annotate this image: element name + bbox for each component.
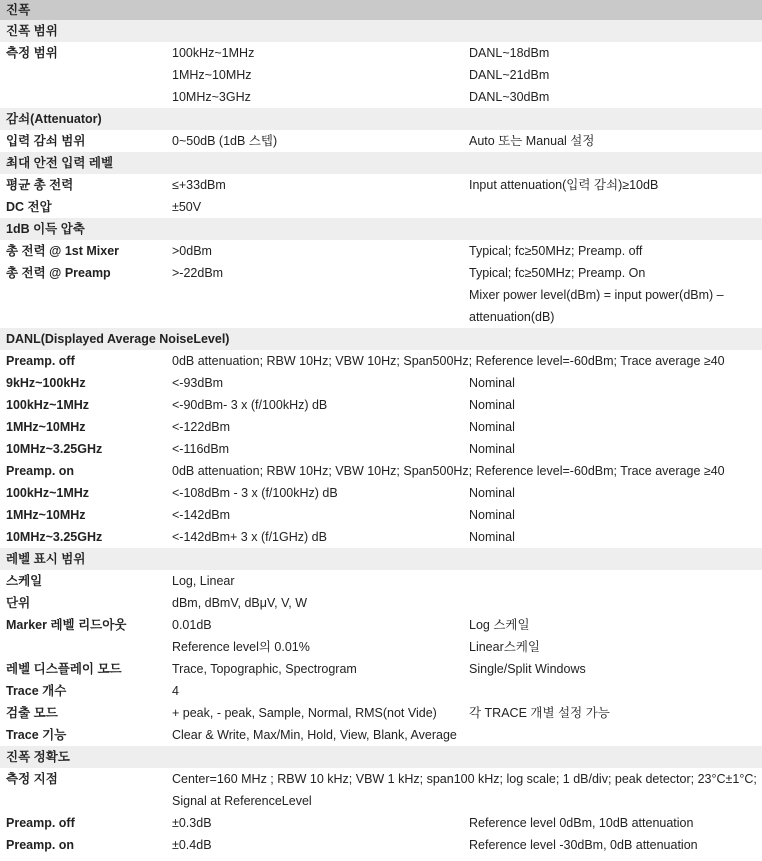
table-row [0,438,762,460]
value-line: 0~50dB (1dB 스텝) [172,134,278,148]
note-line: Log 스케일 [469,618,530,632]
row-label: 스케일 [6,574,43,588]
value-line: 100kHz~1MHz [172,46,255,60]
row-label: Preamp. on [6,464,75,478]
table-row [0,42,762,108]
table-row [0,350,762,372]
note-line: Linear스케일 [469,640,540,654]
row-value [167,42,463,108]
section-row [0,218,762,240]
row-note [463,526,762,548]
row-note [463,130,762,152]
row-note [463,262,762,328]
row-label: 100kHz~1MHz [6,398,90,412]
value-line: >-22dBm [172,266,224,280]
row-value-span [167,768,762,812]
section-row [0,328,762,350]
table-row [0,504,762,526]
table-row [0,614,762,658]
row-note [463,504,762,526]
row-note [463,834,762,856]
row-label: 10MHz~3.25GHz [6,530,103,544]
row-label: 감쇠(Attenuator) [6,112,102,126]
value-line: Center=160 MHz ; RBW 10 kHz; VBW 1 kHz; span100 kHz; log scale; 1 dB/div; peak detector; 23°C±1°C; [172,772,757,786]
note-line: DANL~18dBm [469,46,550,60]
table-row [0,460,762,482]
row-label: DANL(Displayed Average NoiseLevel) [6,332,230,346]
row-value [167,680,463,702]
table-row [0,174,762,196]
note-line: Typical; fc≥50MHz; Preamp. off [469,244,643,258]
row-label: 9kHz~100kHz [6,376,86,390]
row-note [463,658,762,680]
row-value [167,130,463,152]
row-value [167,416,463,438]
row-label: 레벨 표시 범위 [6,552,86,566]
table-row [0,658,762,680]
section-row [0,152,762,174]
row-value [167,614,463,658]
note-line: Nominal [469,376,515,390]
row-value [167,438,463,460]
note-line: Typical; fc≥50MHz; Preamp. On [469,266,646,280]
table-row [0,372,762,394]
row-label: 1dB 이득 압축 [6,222,85,236]
row-note [463,240,762,262]
row-value [167,482,463,504]
note-line: Nominal [469,508,515,522]
note-line: 각 TRACE 개별 설정 가능 [469,706,610,720]
row-note [463,482,762,504]
row-label: Preamp. on [6,838,75,852]
value-line: 1MHz~10MHz [172,68,252,82]
row-label: Marker 레벨 리드아웃 [6,618,127,632]
row-label: 측정 범위 [6,46,58,60]
row-label: 10MHz~3.25GHz [6,442,103,456]
table-row [0,130,762,152]
section-row [0,108,762,130]
row-label: 입력 감쇠 범위 [6,134,86,148]
row-note [463,42,762,108]
table-row [0,262,762,328]
row-label: 1MHz~10MHz [6,420,86,434]
row-label: Preamp. off [6,816,75,830]
note-line: Nominal [469,398,515,412]
value-line: <-142dBm [172,508,231,522]
row-value [167,592,463,614]
note-line: Nominal [469,530,515,544]
table-row [0,724,762,746]
table-row [0,768,762,812]
note-line: Nominal [469,442,515,456]
row-label: 최대 안전 입력 레벨 [6,156,114,170]
row-value [167,372,463,394]
row-label: Trace 기능 [6,728,67,742]
row-value [167,570,463,592]
value-line: <-122dBm [172,420,231,434]
value-line: 10MHz~3GHz [172,90,251,104]
table-row [0,196,762,218]
value-line: Reference level의 0.01% [172,640,310,654]
value-line: <-90dBm- 3 x (f/100kHz) dB [172,398,328,412]
row-label: 진폭 [6,3,31,17]
row-note [463,174,762,196]
note-line: DANL~30dBm [469,90,550,104]
note-line: Mixer power level(dBm) = input power(dBm) – [469,288,724,302]
row-note [463,614,762,658]
table-row [0,812,762,834]
value-line: + peak, - peak, Sample, Normal, RMS(not Vide) [172,706,437,720]
row-value [167,702,463,724]
row-label: 1MHz~10MHz [6,508,86,522]
value-line: 0.01dB [172,618,212,632]
row-label: 100kHz~1MHz [6,486,90,500]
row-value [167,504,463,526]
table-row [0,592,762,614]
value-line: <-142dBm+ 3 x (f/1GHz) dB [172,530,327,544]
value-line: Trace, Topographic, Spectrogram [172,662,357,676]
note-line: attenuation(dB) [469,310,555,324]
value-line: Clear & Write, Max/Min, Hold, View, Blank, Average [172,728,457,742]
row-label: 진폭 범위 [6,24,58,38]
section-row [0,20,762,42]
row-label: 총 전력 @ 1st Mixer [6,244,120,258]
table-row [0,394,762,416]
note-line: DANL~21dBm [469,68,550,82]
value-line: Log, Linear [172,574,235,588]
row-label: 검출 모드 [6,706,58,720]
row-label: 측정 지점 [6,772,58,786]
note-line: Single/Split Windows [469,662,586,676]
row-value [167,834,463,856]
row-label: Preamp. off [6,354,75,368]
row-label: DC 전압 [6,200,52,214]
row-value [167,812,463,834]
row-label: 레벨 디스플레이 모드 [6,662,122,676]
table-row [0,680,762,702]
row-value [167,526,463,548]
table-row [0,482,762,504]
value-line: Signal at ReferenceLevel [172,794,312,808]
note-line: Input attenuation(입력 감쇠)≥10dB [469,178,659,192]
row-note [463,416,762,438]
table-row [0,416,762,438]
row-value [167,240,463,262]
section-row [0,548,762,570]
note-line: Nominal [469,420,515,434]
note-line: Reference level -30dBm, 0dB attenuation [469,838,698,852]
row-label: 평균 총 전력 [6,178,74,192]
row-value [167,262,463,284]
row-label: Trace 개수 [6,684,67,698]
row-value [167,174,463,196]
row-label: 단위 [6,596,31,610]
value-line: <-93dBm [172,376,224,390]
row-value-span: 0dB attenuation; RBW 10Hz; VBW 10Hz; Span500Hz; Reference level=-60dBm; Trace average ≥40 [172,464,725,478]
row-note [463,372,762,394]
value-line: ±0.3dB [172,816,212,830]
value-line: ≤+33dBm [172,178,226,192]
table-row [0,526,762,548]
row-value [167,658,463,680]
note-line: Auto 또는 Manual 설정 [469,134,595,148]
value-line: ±50V [172,200,202,214]
row-value-span: 0dB attenuation; RBW 10Hz; VBW 10Hz; Span500Hz; Reference level=-60dBm; Trace average ≥40 [172,354,725,368]
row-label: 총 전력 @ Preamp [6,266,111,280]
table-header-row [0,0,762,20]
table-row [0,570,762,592]
row-note [463,702,762,724]
value-line: 4 [172,684,179,698]
row-note [463,812,762,834]
note-line: Reference level 0dBm, 10dB attenuation [469,816,694,830]
value-line: ±0.4dB [172,838,212,852]
section-row [0,746,762,768]
table-row [0,240,762,262]
table-row [0,834,762,856]
note-line: Nominal [469,486,515,500]
table-row [0,702,762,724]
value-line: <-108dBm - 3 x (f/100kHz) dB [172,486,338,500]
row-value [167,196,463,218]
value-line: dBm, dBmV, dBμV, V, W [172,596,308,610]
row-value [167,394,463,416]
row-note [463,394,762,416]
row-value [167,724,463,746]
value-line: <-116dBm [172,442,230,456]
row-label: 진폭 정확도 [6,750,70,764]
row-note [463,438,762,460]
value-line: >0dBm [172,244,212,258]
